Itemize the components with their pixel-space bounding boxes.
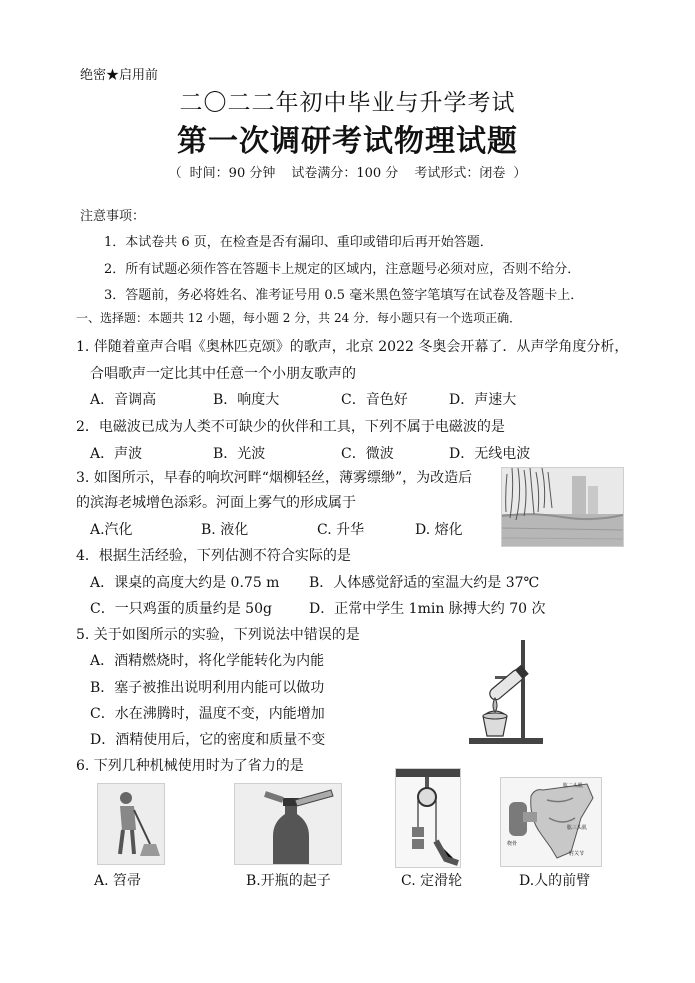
q3-stem: 3. 如图所示，早春的响坎河畔“烟柳轻丝，薄雾缥缈”，为改造后 xyxy=(76,470,473,486)
q5-option-a: A．酒精燃烧时，将化学能转化为内能 xyxy=(90,653,325,669)
q4-option-b: B．人体感觉舒适的室温大约是 37℃ xyxy=(309,575,540,591)
arm-label-elbow: 肘关节 xyxy=(569,851,585,857)
q1-option-a: A．音调高 xyxy=(90,392,157,408)
arm-label-triceps: 肱三头肌 xyxy=(567,825,588,831)
q3-option-b: B. 液化 xyxy=(201,522,249,538)
q2-option-b: B．光波 xyxy=(213,446,266,462)
q1-option-b: B．响度大 xyxy=(213,392,280,408)
exam-meta xyxy=(0,162,695,181)
meta-form: 考试形式：闭卷 xyxy=(414,166,506,181)
meta-open: （ xyxy=(168,166,182,181)
q5-option-b: B．塞子被推出说明利用内能可以做功 xyxy=(90,680,325,696)
q2-option-a: A．声波 xyxy=(90,446,143,462)
q5-stem: 5. 关于如图所示的实验，下列说法中错误的是 xyxy=(76,627,360,643)
exam-subtitle: 第一次调研考试物理试题 xyxy=(177,124,518,159)
q2-stem: 2．电磁波已成为人类不可缺少的伙伴和工具，下列不属于电磁波的是 xyxy=(76,419,505,435)
q3-option-a: A.汽化 xyxy=(90,522,133,538)
q6-stem: 6. 下列几种机械使用时为了省力的是 xyxy=(76,758,304,774)
notice-item-2: 2．所有试题必须作答在答题卡上规定的区域内，注意题号必须对应，否则不给分． xyxy=(104,262,581,277)
exam-title: 二〇二二年初中毕业与升学考试 xyxy=(179,90,516,116)
alcohol-lamp-experiment-figure xyxy=(465,636,545,746)
q2-option-d: D．无线电波 xyxy=(449,446,531,462)
river-willow-photo xyxy=(501,467,624,547)
meta-time: 时间：90 分钟 xyxy=(189,166,276,181)
q1-stem: 1. 伴随着童声合唱《奥林匹克颂》的歌声，北京 2022 冬奥会开幕了．从声学角度分析， xyxy=(76,339,629,355)
secret-mark: 绝密★启用前 xyxy=(80,68,159,83)
section-heading: 一、选择题：本题共 12 小题，每小题 2 分，共 24 分．每小题只有一个选项正确． xyxy=(76,311,522,325)
q5-option-d: D．酒精使用后，它的密度和质量不变 xyxy=(90,732,326,748)
notice-item-1: 1．本试卷共 6 页，在检查是否有漏印、重印或错印后再开始答题． xyxy=(104,235,493,250)
human-forearm-figure xyxy=(500,777,602,867)
q6-option-c: C. 定滑轮 xyxy=(401,873,463,889)
notice-item-3: 3．答题前，务必将姓名、准考证号用 0.5 毫米黑色签字笔填写在试卷及答题卡上． xyxy=(104,288,584,303)
q6-option-b: B.开瓶的起子 xyxy=(246,873,331,889)
arm-label-radius: 桡骨 xyxy=(507,841,518,847)
q4-stem: 4．根据生活经验，下列估测不符合实际的是 xyxy=(76,548,351,564)
fixed-pulley-photo xyxy=(395,768,461,868)
q6-option-d: D.人的前臂 xyxy=(519,873,591,889)
q3-option-c: C. 升华 xyxy=(317,522,365,538)
q1-option-d: D．声速大 xyxy=(449,392,517,408)
broom-sweeping-photo xyxy=(97,783,165,865)
arm-label-biceps: 肱二头肌 xyxy=(563,783,584,789)
q3-option-d: D. 熔化 xyxy=(415,522,463,538)
meta-close: ） xyxy=(513,166,527,181)
q2-option-c: C．微波 xyxy=(341,446,394,462)
q4-option-a: A．课桌的高度大约是 0.75 m xyxy=(90,575,280,591)
notice-heading: 注意事项： xyxy=(80,209,146,224)
q4-option-d: D．正常中学生 1min 脉搏大约 70 次 xyxy=(309,601,546,617)
q6-option-a: A. 笤帚 xyxy=(94,873,142,889)
meta-score: 试卷满分：100 分 xyxy=(291,166,399,181)
bottle-opener-photo xyxy=(234,783,342,865)
q4-option-c: C．一只鸡蛋的质量约是 50g xyxy=(90,601,272,617)
q5-option-c: C．水在沸腾时，温度不变，内能增加 xyxy=(90,706,325,722)
q1-stem-cont: 合唱歌声一定比其中任意一个小朋友歌声的 xyxy=(90,366,356,382)
q1-option-c: C．音色好 xyxy=(341,392,408,408)
q3-stem-cont: 的滨海老城增色添彩。河面上雾气的形成属于 xyxy=(76,495,356,511)
